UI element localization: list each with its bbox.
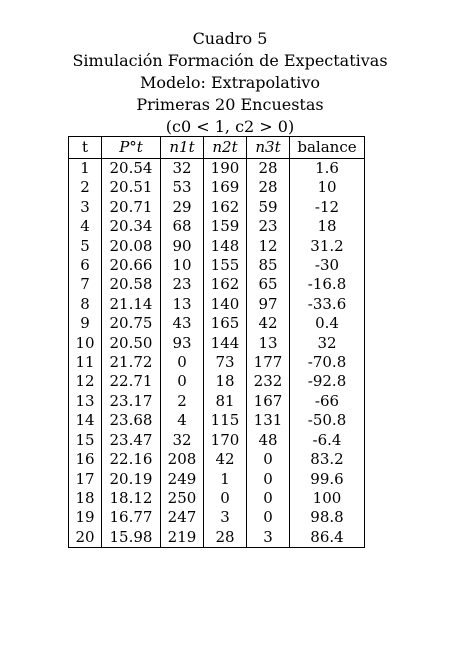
cell-t: 9 (69, 314, 102, 333)
cell-t: 15 (69, 431, 102, 450)
cell-n1: 90 (161, 237, 204, 256)
cell-balance: -66 (290, 392, 365, 411)
cell-n2: 165 (204, 314, 247, 333)
cell-n2: 144 (204, 334, 247, 353)
cell-balance: 1.6 (290, 159, 365, 179)
table-row (69, 353, 365, 372)
table-row (69, 450, 365, 469)
cell-n1: 208 (161, 450, 204, 469)
cell-n3: 3 (247, 528, 290, 548)
cell-n1: 250 (161, 489, 204, 508)
cell-price: 21.14 (102, 295, 161, 314)
cell-n1: 219 (161, 528, 204, 548)
table-row (69, 217, 365, 236)
simulation-table (68, 136, 365, 548)
table-row (69, 372, 365, 391)
cell-t: 13 (69, 392, 102, 411)
cell-balance: 18 (290, 217, 365, 236)
cell-n2: 115 (204, 411, 247, 430)
cell-n1: 29 (161, 198, 204, 217)
cell-balance: 83.2 (290, 450, 365, 469)
cell-t: 11 (69, 353, 102, 372)
cell-n1: 0 (161, 353, 204, 372)
cell-price: 16.77 (102, 508, 161, 527)
cell-n2: 73 (204, 353, 247, 372)
cell-n2: 162 (204, 275, 247, 294)
cell-price: 20.58 (102, 275, 161, 294)
cell-price: 22.71 (102, 372, 161, 391)
caption-model: Modelo: Extrapolativo (139, 73, 321, 92)
cell-n3: 28 (247, 159, 290, 179)
table-caption (0, 28, 460, 138)
table-row (69, 489, 365, 508)
cell-price: 21.72 (102, 353, 161, 372)
cell-n1: 13 (161, 295, 204, 314)
cell-price: 20.66 (102, 256, 161, 275)
cell-balance: 31.2 (290, 237, 365, 256)
cell-balance: 0.4 (290, 314, 365, 333)
cell-n3: 232 (247, 372, 290, 391)
cell-t: 19 (69, 508, 102, 527)
cell-n3: 97 (247, 295, 290, 314)
cell-n3: 0 (247, 489, 290, 508)
table-body (69, 159, 365, 548)
cell-n2: 0 (204, 489, 247, 508)
table-row (69, 275, 365, 294)
cell-n2: 18 (204, 372, 247, 391)
cell-t: 8 (69, 295, 102, 314)
caption-condition: (c0 < 1, c2 > 0) (165, 117, 295, 136)
cell-price: 22.16 (102, 450, 161, 469)
table-row (69, 508, 365, 527)
table-row (69, 411, 365, 430)
cell-n1: 53 (161, 178, 204, 197)
header-price: P°t (102, 137, 161, 159)
cell-t: 12 (69, 372, 102, 391)
cell-price: 20.08 (102, 237, 161, 256)
table-row (69, 334, 365, 353)
cell-price: 15.98 (102, 528, 161, 548)
cell-n2: 28 (204, 528, 247, 548)
cell-n3: 65 (247, 275, 290, 294)
table-row (69, 237, 365, 256)
cell-n2: 3 (204, 508, 247, 527)
cell-balance: -6.4 (290, 431, 365, 450)
cell-t: 16 (69, 450, 102, 469)
cell-n2: 162 (204, 198, 247, 217)
cell-t: 14 (69, 411, 102, 430)
cell-t: 18 (69, 489, 102, 508)
cell-price: 20.71 (102, 198, 161, 217)
cell-n3: 12 (247, 237, 290, 256)
cell-n1: 68 (161, 217, 204, 236)
cell-n2: 190 (204, 159, 247, 179)
table-row (69, 198, 365, 217)
cell-n2: 1 (204, 470, 247, 489)
cell-n3: 131 (247, 411, 290, 430)
cell-n3: 177 (247, 353, 290, 372)
cell-price: 20.51 (102, 178, 161, 197)
table-row (69, 528, 365, 548)
cell-n3: 42 (247, 314, 290, 333)
cell-n3: 13 (247, 334, 290, 353)
header-t: t (69, 137, 102, 159)
cell-n2: 170 (204, 431, 247, 450)
cell-balance: 32 (290, 334, 365, 353)
cell-balance: 10 (290, 178, 365, 197)
cell-price: 20.19 (102, 470, 161, 489)
table-header-row (69, 137, 365, 159)
cell-n1: 4 (161, 411, 204, 430)
cell-t: 10 (69, 334, 102, 353)
cell-price: 23.68 (102, 411, 161, 430)
cell-n2: 42 (204, 450, 247, 469)
cell-n1: 93 (161, 334, 204, 353)
cell-t: 7 (69, 275, 102, 294)
cell-n2: 169 (204, 178, 247, 197)
cell-t: 4 (69, 217, 102, 236)
cell-price: 23.47 (102, 431, 161, 450)
cell-balance: -92.8 (290, 372, 365, 391)
cell-n2: 140 (204, 295, 247, 314)
cell-n3: 167 (247, 392, 290, 411)
cell-n1: 249 (161, 470, 204, 489)
table-row (69, 178, 365, 197)
cell-price: 20.75 (102, 314, 161, 333)
cell-t: 1 (69, 159, 102, 179)
cell-balance: 100 (290, 489, 365, 508)
cell-balance: 99.6 (290, 470, 365, 489)
table-row (69, 431, 365, 450)
cell-price: 20.50 (102, 334, 161, 353)
caption-title: Simulación Formación de Expectativas (72, 51, 388, 70)
cell-t: 17 (69, 470, 102, 489)
header-n1: n1t (161, 137, 204, 159)
table-row (69, 314, 365, 333)
cell-t: 3 (69, 198, 102, 217)
cell-n2: 159 (204, 217, 247, 236)
header-n3: n3t (247, 137, 290, 159)
cell-price: 20.34 (102, 217, 161, 236)
table-row (69, 159, 365, 179)
cell-n1: 32 (161, 431, 204, 450)
cell-balance: -33.6 (290, 295, 365, 314)
cell-price: 20.54 (102, 159, 161, 179)
cell-n1: 2 (161, 392, 204, 411)
cell-n3: 0 (247, 508, 290, 527)
cell-balance: -30 (290, 256, 365, 275)
cell-balance: 86.4 (290, 528, 365, 548)
caption-subset: Primeras 20 Encuestas (136, 95, 324, 114)
cell-n3: 59 (247, 198, 290, 217)
header-n2: n2t (204, 137, 247, 159)
cell-n3: 0 (247, 450, 290, 469)
cell-n1: 23 (161, 275, 204, 294)
cell-t: 20 (69, 528, 102, 548)
table-row (69, 256, 365, 275)
cell-price: 23.17 (102, 392, 161, 411)
cell-n3: 48 (247, 431, 290, 450)
cell-n2: 81 (204, 392, 247, 411)
cell-n1: 10 (161, 256, 204, 275)
cell-n1: 32 (161, 159, 204, 179)
cell-balance: -16.8 (290, 275, 365, 294)
cell-balance: -50.8 (290, 411, 365, 430)
cell-n1: 43 (161, 314, 204, 333)
cell-balance: -12 (290, 198, 365, 217)
cell-balance: 98.8 (290, 508, 365, 527)
cell-n3: 85 (247, 256, 290, 275)
cell-n3: 0 (247, 470, 290, 489)
cell-balance: -70.8 (290, 353, 365, 372)
header-balance: balance (290, 137, 365, 159)
cell-n1: 247 (161, 508, 204, 527)
table-row (69, 295, 365, 314)
table-row (69, 392, 365, 411)
caption-number: Cuadro 5 (192, 29, 268, 48)
cell-n3: 28 (247, 178, 290, 197)
cell-price: 18.12 (102, 489, 161, 508)
cell-n3: 23 (247, 217, 290, 236)
table-row (69, 470, 365, 489)
cell-n2: 155 (204, 256, 247, 275)
cell-t: 6 (69, 256, 102, 275)
cell-n2: 148 (204, 237, 247, 256)
cell-t: 2 (69, 178, 102, 197)
cell-n1: 0 (161, 372, 204, 391)
cell-t: 5 (69, 237, 102, 256)
